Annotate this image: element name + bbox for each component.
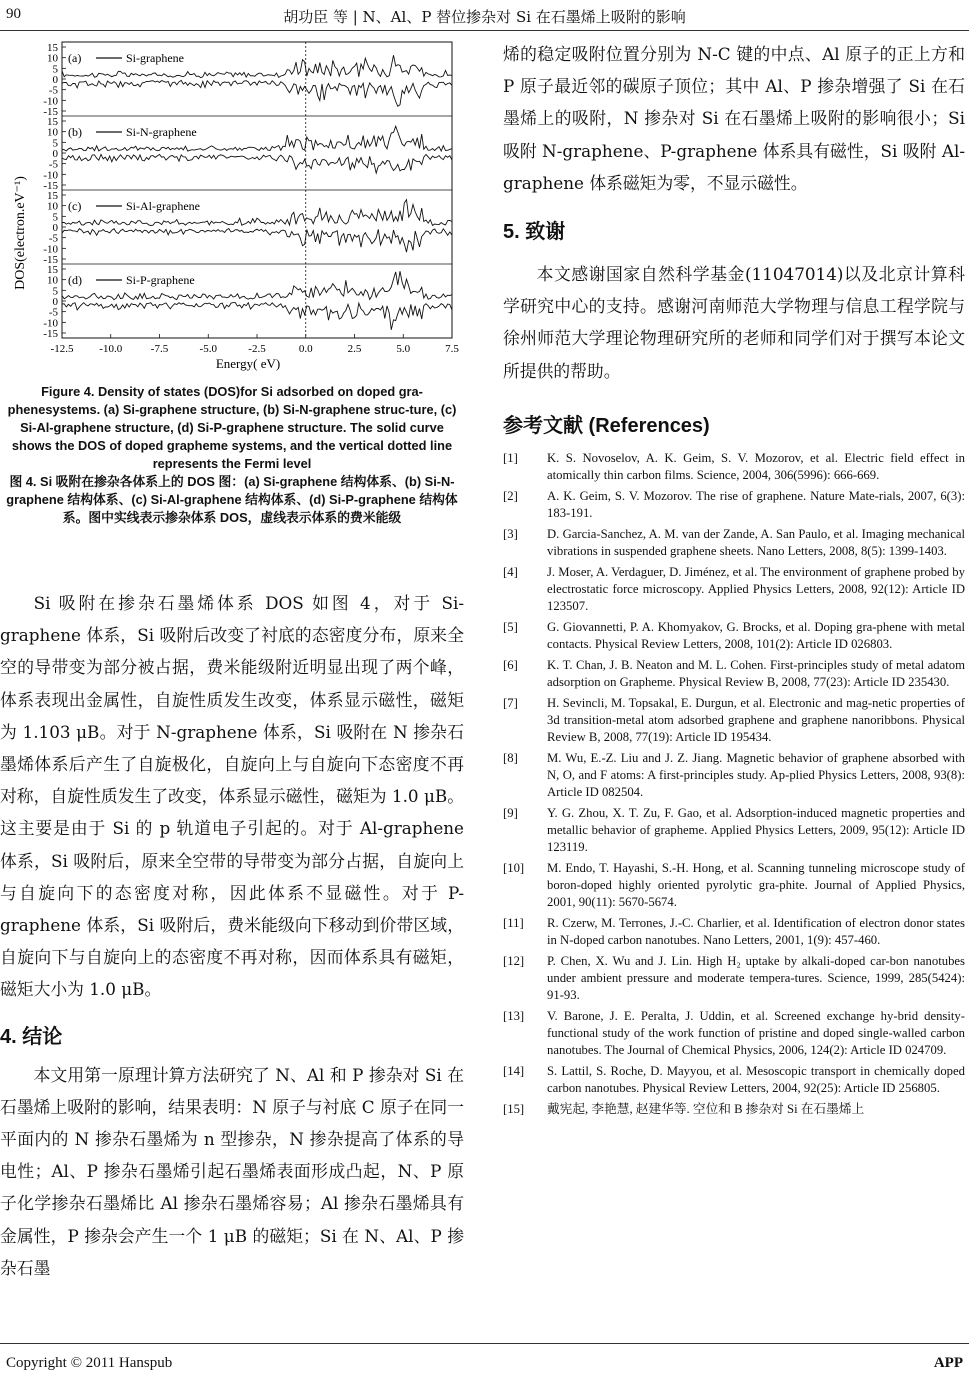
reference-text: 戴宪起, 李艳慧, 赵建华等. 空位和 B 掺杂对 Si 在石墨烯上	[547, 1101, 865, 1116]
reference-number: [4]	[503, 564, 518, 579]
reference-item	[503, 805, 965, 856]
running-title: 胡功臣 等 | N、Al、P 替位掺杂对 Si 在石墨烯上吸附的影响	[283, 8, 686, 26]
reference-number: [15]	[503, 1101, 525, 1116]
dos-chart	[0, 38, 464, 383]
reference-item	[503, 564, 965, 615]
reference-text: R. Czerw, M. Terrones, J.-C. Charlier, et al. Identification of electron donor states in N-doped carbon nanotubes. Nano Letters, 2001, 1(9): 457-460.	[547, 915, 965, 947]
y-tick-label: 15	[47, 264, 58, 276]
y-tick-label: 0	[52, 296, 58, 308]
reference-item	[503, 750, 965, 801]
reference-text: K. T. Chan, J. B. Neaton and M. L. Cohen. First-principles study of metal adatom adsorption on Grapheme. Physical Review B, 2008, 77(23): Article ID 235430.	[547, 657, 965, 689]
y-axis-label: DOS(electron.eV⁻¹)	[13, 176, 28, 290]
journal-abbrev: APP	[933, 1355, 963, 1371]
y-tick-label: -15	[43, 106, 58, 118]
y-tick-label: -15	[43, 328, 58, 340]
y-tick-label: 5	[52, 137, 58, 150]
copyright: Copyright © 2011 Hanspub	[6, 1355, 173, 1371]
reference-item	[503, 619, 965, 653]
dos-spin-down-curve	[62, 303, 452, 330]
reference-text: Y. G. Zhou, X. T. Zu, F. Gao, et al. Adsorption-induced magnetic properties and metallic behavior of grapheme. Applied Physics Letters, 2009, 95(12): Article ID 123119.	[547, 805, 965, 854]
reference-text: M. Wu, E.-Z. Liu and J. Z. Jiang. Magnetic behavior of graphene absorbed with N, O, and F atoms: A first-principles study. Ap-plied Physics Letters, 2008, 93(8): Article ID 082504.	[547, 750, 965, 799]
reference-text: S. Lattil, S. Roche, D. Mayyou, et al. Mesoscopic transport in chemically doped carbon nanotubes. Physical Review Letters, 2004, 92(25): Article ID 256805.	[547, 1063, 965, 1095]
section-5-title: 5. 致谢	[503, 221, 566, 244]
x-tick-label: 7.5	[445, 343, 459, 355]
page-header	[0, 0, 969, 36]
caption-en: Figure 4. Density of states (DOS)for Si adsorbed on doped gra-phenesystems. (a) Si-graphene structure, (b) Si-N-graphene struc-ture, (c) Si-Al-graphene structure, (d) Si-P-graphene structure. The solid curve shows the DOS of doped grapheme systems, and the vertical dotted line represents the Fermi level	[7, 384, 457, 471]
reference-text: H. Sevincli, M. Topsakal, E. Durgun, et al. Electronic and mag-netic properties of 3d transition-metal atom adsorbed graphene and graphene nanoribbons. Physical Review B, 2008, 77(19): Article ID 195434.	[547, 695, 965, 744]
figure-4	[0, 38, 464, 383]
y-tick-label: -15	[43, 254, 58, 266]
x-tick-label: 0.0	[298, 343, 313, 355]
reference-number: [14]	[503, 1063, 525, 1078]
reference-item	[503, 526, 965, 560]
reference-text: P. Chen, X. Wu and J. Lin. High H₂ uptake by alkali-doped car-bon nanotubes under ambient pressure and moderate tempera-tures. Science, 1999, 285(5424): 91-93.	[547, 953, 965, 1002]
reference-number: [5]	[503, 619, 518, 634]
reference-number: [3]	[503, 526, 518, 541]
reference-number: [9]	[503, 805, 518, 820]
x-tick-label: -10.0	[99, 343, 123, 355]
dos-spin-down-curve	[62, 80, 452, 106]
conclusion-paragraph: 本文用第一原理计算方法研究了 N、Al 和 P 掺杂对 Si 在石墨烯上吸附的影响，结果表明：N 原子与衬底 C 原子在同一平面内的 N 掺杂石墨烯为 n 型掺杂，N 掺杂提高了体系的导电性；Al、P 掺杂石墨烯引起石墨烯表面形成凸起，N、P 原子化学掺杂石墨烯比 Al 掺杂石墨烯容易；Al 掺杂石墨烯具有金属性，P 掺杂会产生一个 1 μB 的磁矩；Si 在 N、Al、P 掺杂石墨	[0, 1064, 464, 1278]
reference-text: M. Endo, T. Hayashi, S.-H. Hong, et al. Scanning tunneling microscope study of boron-doped highly oriented pyrolytic gra-phite. Journal of Applied Physics, 2001, 90(11): 5670-5674.	[547, 860, 965, 909]
reference-item	[503, 860, 965, 911]
x-tick-label: 2.5	[347, 343, 362, 355]
page-number: 90	[6, 6, 21, 22]
y-tick-label: 5	[52, 285, 58, 298]
reference-item	[503, 1101, 965, 1118]
reference-item	[503, 657, 965, 691]
x-tick-label: -2.5	[248, 343, 266, 355]
references-title: 参考文献 (References)	[503, 414, 710, 437]
y-tick-label: 10	[47, 52, 58, 65]
x-tick-label: -5.0	[199, 343, 217, 355]
legend-entry: Si-Al-graphene	[126, 199, 200, 213]
page-footer	[0, 1343, 969, 1386]
dos-spin-down-curve	[62, 229, 452, 253]
y-tick-label: 15	[47, 190, 58, 202]
x-tick-label: -7.5	[150, 343, 169, 355]
discussion-paragraph: Si 吸附在掺杂石墨烯体系 DOS 如图 4，对于 Si-graphene 体系，Si 吸附后改变了衬底的态密度分布，原来全空的导带变为部分被占据，费米能级附近明显出现了两个峰，体系表现出金属性，自旋性质发生改变，体系显示磁性，磁矩为 1.103 μB。对于 N-graphene 体系，Si 吸附在 N 掺杂石墨烯体系后产生了自旋极化，自旋向上与自旋向下态密度不再对称，自旋性质发生了改变，体系显示磁性，磁矩为 1.0 μB。这主要是由于 Si 的 p 轨道电子引起的。对于 Al-graphene 体系，Si 吸附后，原来全空带的导带变为部分占据，自旋向上与自旋向下的态密度对称，因此体系不显磁性。对于 P-graphene 体系，Si 吸附后，费米能级向下移动到价带区域，自旋向下与自旋向上的态密度不再对称，因而体系具有磁矩，磁矩大小为 1.0 μB。	[0, 593, 464, 1000]
panel-label: (d)	[68, 273, 82, 287]
y-tick-label: 10	[47, 200, 58, 213]
reference-list	[503, 450, 965, 1118]
y-tick-label: -5	[48, 232, 58, 245]
y-tick-label: -5	[48, 158, 58, 171]
right-column	[503, 38, 965, 1122]
y-tick-label: 5	[52, 211, 58, 224]
reference-item	[503, 915, 965, 949]
y-tick-label: 0	[52, 74, 58, 86]
figure-caption	[0, 383, 464, 527]
header-rule	[0, 30, 969, 31]
reference-item	[503, 1008, 965, 1059]
reference-number: [11]	[503, 915, 524, 930]
y-tick-label: 0	[52, 148, 58, 160]
reference-text: A. K. Geim, S. V. Mozorov. The rise of graphene. Nature Mate-rials, 2007, 6(3): 183-191.	[547, 488, 965, 520]
y-tick-label: 10	[47, 126, 58, 139]
footer-rule	[0, 1343, 969, 1344]
reference-text: D. Garcia-Sanchez, A. M. van der Zande, A. San Paulo, et al. Imaging mechanical vibrations in suspended graphene sheets. Nano Letters, 2008, 8(5): 1399-1403.	[547, 526, 965, 558]
legend-entry: Si-P-graphene	[126, 273, 195, 287]
y-tick-label: 5	[52, 63, 58, 76]
y-tick-label: 15	[47, 116, 58, 128]
dos-spin-down-curve	[62, 154, 452, 173]
reference-number: [2]	[503, 488, 518, 503]
caption-zh: 图 4. Si 吸附在掺杂各体系上的 DOS 图：(a) Si-graphene 结构体系、(b) Si-N-graphene 结构体系、(c) Si-Al-graphene 结构体系、(d) Si-P-graphene 结构体系。图中实线表示掺杂体系 DOS，虚线表示体系的费米能级	[6, 474, 458, 525]
reference-text: G. Giovannetti, P. A. Khomyakov, G. Brocks, et al. Doping gra-phene with metal contacts. Physical Review Letters, 2008, 101(2): Article ID 026803.	[547, 619, 965, 651]
y-tick-label: -10	[43, 95, 58, 108]
y-tick-label: -5	[48, 84, 58, 97]
panel-label: (c)	[68, 199, 82, 213]
y-tick-label: -5	[48, 306, 58, 319]
reference-number: [7]	[503, 695, 518, 710]
dos-spin-up-curve	[62, 271, 452, 300]
reference-item	[503, 488, 965, 522]
y-tick-label: 15	[47, 42, 58, 54]
acknowledgement-paragraph: 本文感谢国家自然科学基金(11047014)以及北京计算科学研究中心的支持。感谢河南师范大学物理与信息工程学院与徐州师范大学理论物理研究所的老师和同学们对于撰写本论文所提供的帮助。	[503, 264, 965, 381]
reference-item	[503, 1063, 965, 1097]
y-tick-label: -10	[43, 317, 58, 330]
reference-text: J. Moser, A. Verdaguer, D. Jiménez, et al. The environment of graphene probed by electrostatic force microscopy. Applied Physics Letters, 2008, 92(12): Article ID 123507.	[547, 564, 965, 613]
panel-label: (b)	[68, 125, 82, 139]
x-tick-label: -12.5	[50, 343, 74, 355]
reference-item	[503, 953, 965, 1004]
reference-number: [13]	[503, 1008, 525, 1023]
x-axis-label: Energy( eV)	[215, 356, 281, 371]
x-tick-label: 5.0	[396, 343, 411, 355]
dos-spin-up-curve	[62, 126, 452, 151]
conclusion-continued: 烯的稳定吸附位置分别为 N-C 键的中点、Al 原子的正上方和 P 原子最近邻的碳原子顶位；其中 Al、P 掺杂增强了 Si 在石墨烯上的吸附，N 掺杂对 Si 在石墨烯上吸附的影响很小；Si 吸附 N-graphene、P-graphene 体系具有磁性，Si 吸附 Al-graphene 体系磁矩为零，不显示磁性。	[503, 44, 965, 193]
y-tick-label: -10	[43, 243, 58, 256]
legend-entry: Si-graphene	[126, 51, 184, 65]
section-4-title: 4. 结论	[0, 1025, 63, 1048]
legend-entry: Si-N-graphene	[126, 125, 197, 139]
reference-number: [8]	[503, 750, 518, 765]
reference-number: [6]	[503, 657, 518, 672]
reference-text: K. S. Novoselov, A. K. Geim, S. V. Mozorov, et al. Electric field effect in atomically thin carbon films. Science, 2004, 306(5996): 666-669.	[547, 450, 965, 482]
reference-number: [12]	[503, 953, 525, 968]
y-tick-label: 10	[47, 274, 58, 287]
reference-number: [1]	[503, 450, 518, 465]
reference-number: [10]	[503, 860, 525, 875]
y-tick-label: -10	[43, 169, 58, 182]
reference-text: V. Barone, J. E. Peralta, J. Uddin, et al. Screened exchange hy-brid density-functional study of the work function of pristine and doped single-walled carbon nanotubes. The Journal of Chemical Physics, 2006, 124(2): Article ID 024709.	[547, 1008, 965, 1057]
y-tick-label: 0	[52, 222, 58, 234]
reference-item	[503, 450, 965, 484]
dos-spin-up-curve	[62, 200, 452, 226]
reference-item	[503, 695, 965, 746]
panel-label: (a)	[68, 51, 82, 65]
y-tick-label: -15	[43, 180, 58, 192]
